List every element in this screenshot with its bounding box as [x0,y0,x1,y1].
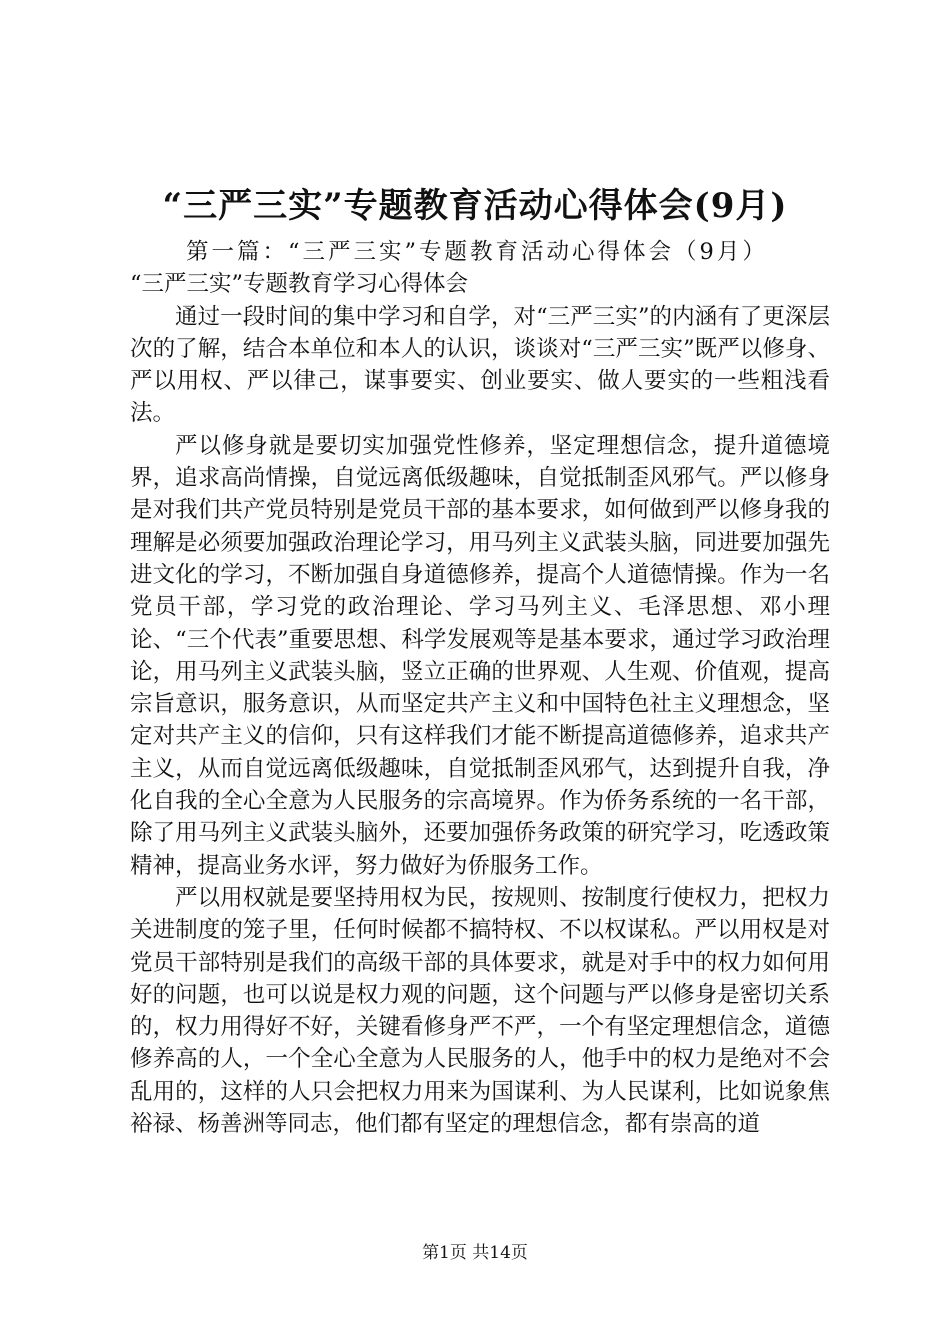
document-body [130,236,830,1140]
page-number-footer: 第1页 共14页 [422,1243,528,1263]
section-heading [130,236,830,301]
paragraph-intro: 通过一段时间的集中学习和自学，对“三严三实”的内涵有了更深层次的了解，结合本单位和本人的认识，谈谈对“三严三实”既严以修身、严以用权、严以律己，谋事要实、创业要实、做人要实的一些粗浅看法。 [130,303,830,427]
paragraph-use-of-power: 严以用权就是要坚持用权为民，按规则、按制度行使权力，把权力关进制度的笼子里，任何时候都不搞特权、不以权谋私。严以用权是对党员干部特别是我们的高级干部的具体要求，就是对手中的权力如何用好的问题，也可以说是权力观的问题，这个问题与严以修身是密切关系的，权力用得好不好，关键看修身严不严，一个有坚定理想信念，道德修养高的人，一个全心全意为人民服务的人，他手中的权力是绝对不会乱用的，这样的人只会把权力用来为国谋利、为人民谋利，比如说象焦裕禄、杨善洲等同志，他们都有坚定的理想信念，都有崇高的道 [130,884,830,1138]
section-heading-line-1: 第一篇：“三严三实”专题教育活动心得体会（9月） [186,239,768,265]
section-heading-line-2: “三严三实”专题教育学习心得体会 [130,271,469,298]
paragraph-self-cultivation: 严以修身就是要切实加强党性修养，坚定理想信念，提升道德境界，追求高尚情操，自觉远离低级趣味，自觉抵制歪风邪气。严以修身是对我们共产党员特别是党员干部的基本要求，如何做到严以修身我的理解是必须要加强政治理论学习，用马列主义武装头脑，同进要加强先进文化的学习，不断加强自身道德修养，提高个人道德情操。作为一名党员干部，学习党的政治理论、学习马列主义、毛泽思想、邓小理论、“三个代表”重要思想、科学发展观等是基本要求，通过学习政治理论，用马列主义武装头脑，竖立正确的世界观、人生观、价值观，提高宗旨意识，服务意识，从而坚定共产主义和中国特色社主义理想念，坚定对共产主义的信仰，只有这样我们才能不断提高道德修养，追求共产主义，从而自觉远离低级趣味，自觉抵制歪风邪气，达到提升自我，净化自我的全心全意为人民服务的宗高境界。作为侨务系统的一名干部，除了用马列主义武装头脑外，还要加强侨务政策的研究学习，吃透政策精神，提高业务水评，努力做好为侨服务工作。 [130,432,830,879]
document-title: “三严三实”专题教育活动心得体会(9月) [162,186,788,226]
